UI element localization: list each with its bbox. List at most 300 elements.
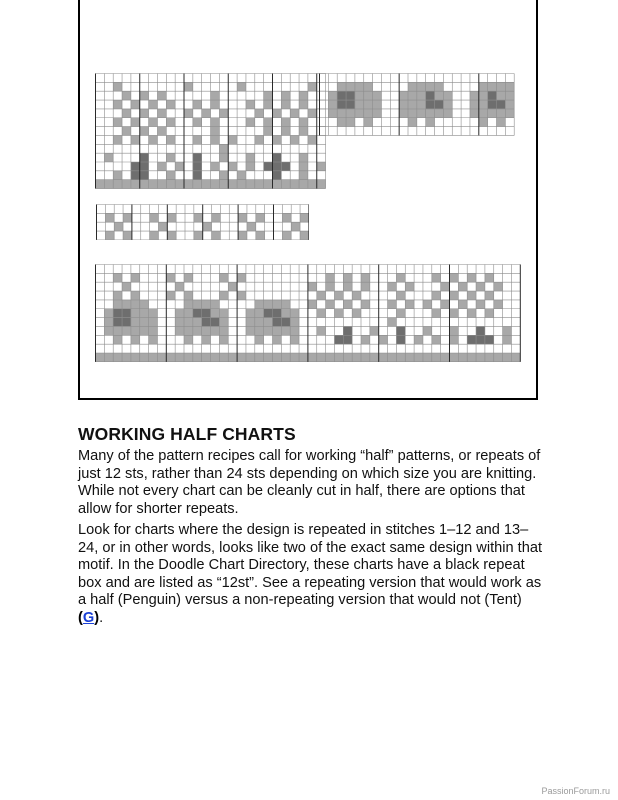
chart-stitch: [175, 162, 184, 171]
chart-stitch: [131, 309, 140, 318]
chart-stitch: [317, 180, 326, 189]
chart-stitch: [166, 118, 175, 127]
chart-stitch: [140, 171, 149, 180]
chart-stitch: [497, 100, 506, 109]
chart-stitch: [435, 82, 444, 91]
chart-stitch: [317, 162, 326, 171]
chart-stitch: [264, 127, 273, 136]
chart-stitch: [373, 91, 382, 100]
chart-stitch: [211, 300, 220, 309]
chart-stitch: [273, 162, 282, 171]
chart-stitch: [113, 309, 122, 318]
chart-stitch: [264, 118, 273, 127]
chart-stitch: [202, 300, 211, 309]
chart-stitch: [255, 180, 264, 189]
chart-stitch: [426, 118, 435, 127]
chart-stitch: [184, 318, 193, 327]
chart-stitch: [212, 231, 221, 240]
chart-stitch: [423, 300, 432, 309]
chart-stitch: [104, 180, 113, 189]
chart-stitch: [202, 335, 211, 344]
chart-stitch: [219, 318, 228, 327]
chart-stitch: [317, 326, 326, 335]
chart-stitch: [166, 291, 175, 300]
chart-stitch: [450, 335, 459, 344]
chart-stitch: [352, 309, 361, 318]
chart-stitch: [113, 291, 122, 300]
chart-stitch: [505, 100, 514, 109]
chart-stitch: [228, 180, 237, 189]
chart-stitch: [131, 318, 140, 327]
chart-stitch: [104, 318, 113, 327]
chart-stitch: [228, 135, 237, 144]
chart-stitch: [237, 82, 246, 91]
chart-stitch: [273, 335, 282, 344]
chart-stitch: [417, 100, 426, 109]
chart-stitch: [219, 180, 228, 189]
chart-stitch: [140, 326, 149, 335]
chart-stitch: [432, 309, 441, 318]
chart-stitch: [361, 353, 370, 362]
chart-stitch: [479, 91, 488, 100]
chart-stitch: [255, 109, 264, 118]
section-heading: WORKING HALF CHARTS: [78, 424, 296, 444]
chart-stitch: [157, 127, 166, 136]
chart-stitch: [511, 353, 520, 362]
chart-stitch: [219, 335, 228, 344]
chart-stitch: [485, 309, 494, 318]
chart-stitch: [237, 180, 246, 189]
chart-stitch: [113, 135, 122, 144]
chart-stitch: [334, 353, 343, 362]
chart-stitch: [408, 91, 417, 100]
chart-stitch: [417, 109, 426, 118]
chart-stitch: [423, 353, 432, 362]
chart-stitch: [184, 291, 193, 300]
chart-stitch: [426, 109, 435, 118]
chart-stitch: [237, 353, 246, 362]
chart-stitch: [334, 335, 343, 344]
chart-stitch: [291, 222, 300, 231]
chart-stitch: [219, 326, 228, 335]
chart-stitch: [131, 171, 140, 180]
chart-stitch: [328, 100, 337, 109]
chart-stitch: [212, 213, 221, 222]
chart-stitch: [426, 100, 435, 109]
chart-stitch: [470, 100, 479, 109]
chart-stitch: [140, 353, 149, 362]
chart-stitch: [317, 353, 326, 362]
chart-stitch: [346, 118, 355, 127]
chart-stitch: [343, 282, 352, 291]
chart-stitch: [346, 91, 355, 100]
chart-stitch: [281, 326, 290, 335]
chart-stitch: [273, 135, 282, 144]
chart-stitch: [281, 180, 290, 189]
chart-stitch: [96, 353, 105, 362]
chart-stitch: [150, 231, 159, 240]
chart-stitch: [113, 118, 122, 127]
chart-stitch: [166, 353, 175, 362]
chart-stitch: [113, 353, 122, 362]
chart-stitch: [96, 180, 105, 189]
paragraph-repeat-charts: [78, 522, 546, 628]
chart-stitch: [450, 353, 459, 362]
chart-stitch: [503, 326, 512, 335]
chart-stitch: [317, 309, 326, 318]
chart-stitch: [343, 335, 352, 344]
chart-stitch: [273, 109, 282, 118]
chart-stitch: [123, 213, 132, 222]
chart-stitch: [264, 162, 273, 171]
chart-stitch: [388, 353, 397, 362]
chart-stitch: [211, 127, 220, 136]
chart-stitch: [396, 273, 405, 282]
chart-stitch: [308, 180, 317, 189]
chart-stitch: [281, 300, 290, 309]
chart-stitch: [273, 180, 282, 189]
chart-stitch: [264, 318, 273, 327]
chart-stitch: [273, 300, 282, 309]
chart-stitch: [281, 353, 290, 362]
chart-stitch: [273, 153, 282, 162]
chart-stitch: [355, 109, 364, 118]
chart-stitch: [150, 213, 159, 222]
chart-stitch: [113, 100, 122, 109]
chart-stitch: [485, 353, 494, 362]
chart-stitch: [337, 91, 346, 100]
chart-stitch: [158, 222, 167, 231]
link-open-paren: (: [78, 609, 83, 626]
chart-stitch: [184, 309, 193, 318]
chart-stitch: [290, 353, 299, 362]
figure-g-link[interactable]: [78, 610, 99, 626]
chart-stitch: [458, 282, 467, 291]
chart-stitch: [408, 109, 417, 118]
chart-stitch: [228, 353, 237, 362]
chart-stitch: [113, 335, 122, 344]
chart-stitch: [193, 162, 202, 171]
chart-stitch: [450, 291, 459, 300]
chart-stitch: [337, 118, 346, 127]
chart-stitch: [184, 300, 193, 309]
chart-stitch: [264, 309, 273, 318]
chart-stitch: [219, 144, 228, 153]
chart-stitch: [273, 326, 282, 335]
chart-stitch: [255, 300, 264, 309]
chart-stitch: [458, 353, 467, 362]
chart-stitch: [396, 291, 405, 300]
chart-stitch: [399, 109, 408, 118]
chart-stitch: [485, 291, 494, 300]
chart-stitch: [364, 118, 373, 127]
chart-stitch: [379, 335, 388, 344]
sheep-motif-chart: [319, 73, 515, 136]
chart-stitch: [123, 231, 132, 240]
chart-stitch: [470, 109, 479, 118]
chart-stitch: [184, 353, 193, 362]
chart-stitch: [373, 109, 382, 118]
chart-stitch: [364, 82, 373, 91]
chart-stitch: [299, 118, 308, 127]
chart-stitch: [104, 353, 113, 362]
chart-stitch: [122, 180, 131, 189]
chart-stitch: [441, 353, 450, 362]
chart-stitch: [211, 91, 220, 100]
chart-stitch: [405, 353, 414, 362]
chart-stitch: [264, 326, 273, 335]
chart-stitch: [264, 91, 273, 100]
chart-stitch: [131, 162, 140, 171]
chart-stitch: [175, 326, 184, 335]
chart-stitch: [113, 171, 122, 180]
chart-stitch: [450, 326, 459, 335]
chart-stitch: [361, 273, 370, 282]
paragraph-end-period: .: [99, 609, 104, 626]
chart-stitch: [317, 291, 326, 300]
chart-stitch: [211, 118, 220, 127]
chart-stitch: [308, 282, 317, 291]
chart-stitch: [149, 180, 158, 189]
chart-stitch: [140, 127, 149, 136]
chart-stitch: [211, 326, 220, 335]
chart-stitch: [149, 353, 158, 362]
chart-stitch: [343, 326, 352, 335]
chart-stitch: [166, 171, 175, 180]
chart-stitch: [175, 282, 184, 291]
chart-stitch: [476, 282, 485, 291]
chart-stitch: [503, 353, 512, 362]
chart-stitch: [308, 82, 317, 91]
chart-stitch: [211, 180, 220, 189]
chart-stitch: [273, 318, 282, 327]
chart-stitch: [122, 326, 131, 335]
chart-stitch: [149, 335, 158, 344]
chart-stitch: [202, 353, 211, 362]
chart-stitch: [140, 318, 149, 327]
chart-stitch: [505, 82, 514, 91]
chart-stitch: [476, 353, 485, 362]
chart-stitch: [140, 309, 149, 318]
chart-stitch: [131, 353, 140, 362]
chart-stitch: [273, 353, 282, 362]
chart-stitch: [246, 309, 255, 318]
chart-stitch: [255, 335, 264, 344]
chart-stitch: [194, 213, 203, 222]
chart-stitch: [255, 318, 264, 327]
chart-stitch: [157, 353, 166, 362]
chart-stitch: [255, 309, 264, 318]
chart-stitch: [149, 326, 158, 335]
chart-stitch: [140, 180, 149, 189]
chart-stitch: [346, 100, 355, 109]
chart-stitch: [364, 91, 373, 100]
chart-stitch: [300, 213, 309, 222]
chart-stitch: [458, 300, 467, 309]
chart-stitch: [247, 222, 256, 231]
chart-stitch: [479, 118, 488, 127]
chart-stitch: [246, 353, 255, 362]
chart-stitch: [203, 222, 212, 231]
chart-stitch: [334, 291, 343, 300]
chart-stitch: [414, 335, 423, 344]
chart-stitch: [104, 309, 113, 318]
chart-stitch: [396, 309, 405, 318]
chart-stitch: [494, 353, 503, 362]
chart-stitch: [361, 335, 370, 344]
chart-stitch: [388, 318, 397, 327]
chart-stitch: [476, 326, 485, 335]
chart-stitch: [281, 118, 290, 127]
chart-stitch: [432, 353, 441, 362]
chart-stitch: [308, 353, 317, 362]
chart-stitch: [308, 135, 317, 144]
chart-stitch: [149, 318, 158, 327]
chart-stitch: [140, 300, 149, 309]
chart-stitch: [211, 162, 220, 171]
chart-stitch: [157, 162, 166, 171]
chart-stitch: [479, 100, 488, 109]
chart-stitch: [264, 180, 273, 189]
chart-stitch: [193, 353, 202, 362]
chart-stitch: [290, 135, 299, 144]
chart-stitch: [131, 335, 140, 344]
chart-stitch: [193, 309, 202, 318]
chart-stitch: [343, 300, 352, 309]
chart-stitch: [485, 335, 494, 344]
chart-stitch: [290, 109, 299, 118]
chart-stitch: [219, 353, 228, 362]
chart-stitch: [184, 180, 193, 189]
chart-stitch: [346, 82, 355, 91]
chart-stitch: [202, 109, 211, 118]
link-close-paren: ): [94, 609, 100, 626]
chart-stitch: [157, 91, 166, 100]
chart-stitch: [494, 300, 503, 309]
chart-stitch: [131, 180, 140, 189]
chart-stitch: [122, 353, 131, 362]
chart-stitch: [113, 326, 122, 335]
chart-stitch: [299, 162, 308, 171]
chart-stitch: [122, 300, 131, 309]
chart-stitch: [255, 326, 264, 335]
chart-stitch: [281, 100, 290, 109]
chart-stitch: [122, 91, 131, 100]
chart-stitch: [334, 309, 343, 318]
chart-stitch: [470, 91, 479, 100]
chart-stitch: [246, 326, 255, 335]
chart-stitch: [326, 300, 335, 309]
chart-stitch: [308, 300, 317, 309]
chart-stitch: [435, 109, 444, 118]
chart-stitch: [184, 326, 193, 335]
chart-stitch: [219, 309, 228, 318]
chart-stitch: [396, 326, 405, 335]
chart-stitch: [441, 300, 450, 309]
chart-stitch: [104, 153, 113, 162]
chart-stitch: [104, 326, 113, 335]
chart-stitch: [264, 353, 273, 362]
chart-stitch: [149, 135, 158, 144]
chart-stitch: [140, 109, 149, 118]
chart-stitch: [131, 291, 140, 300]
chart-stitch: [193, 118, 202, 127]
chart-stitch: [237, 273, 246, 282]
chart-stitch: [396, 353, 405, 362]
chart-stitch: [300, 231, 309, 240]
chart-stitch: [211, 135, 220, 144]
chart-stitch: [432, 335, 441, 344]
chart-stitch: [131, 100, 140, 109]
chart-stitch: [326, 353, 335, 362]
paragraph-half-patterns: Many of the pattern recipes call for working “half” patterns, or repeats of just 12 sts, rather than 24 sts depending on which size you are knitting. While not every chart can be cleanly cut in half, there are options that allow for shorter repeats.: [78, 448, 541, 517]
chart-stitch: [184, 82, 193, 91]
chart-stitch: [328, 109, 337, 118]
chart-stitch: [122, 127, 131, 136]
chart-stitch: [488, 109, 497, 118]
chart-stitch: [228, 162, 237, 171]
chart-stitch: [202, 309, 211, 318]
chart-stitch: [219, 273, 228, 282]
chart-stitch: [166, 180, 175, 189]
chart-stitch: [299, 153, 308, 162]
chart-stitch: [290, 180, 299, 189]
chart-stitch: [184, 335, 193, 344]
tree-motif-chart: [95, 73, 326, 189]
chart-stitch: [140, 162, 149, 171]
chart-stitch: [281, 127, 290, 136]
chart-stitch: [113, 300, 122, 309]
chart-stitch: [503, 335, 512, 344]
chart-stitch: [426, 91, 435, 100]
chart-stitch: [131, 300, 140, 309]
chart-stitch: [256, 213, 265, 222]
link-letter: G: [82, 609, 95, 626]
chart-stitch: [417, 91, 426, 100]
chart-stitch: [166, 135, 175, 144]
chart-stitch: [290, 309, 299, 318]
chart-stitch: [328, 91, 337, 100]
chart-stitch: [131, 135, 140, 144]
chart-stitch: [299, 171, 308, 180]
chart-stitch: [131, 326, 140, 335]
chart-stitch: [282, 213, 291, 222]
chart-stitch: [149, 309, 158, 318]
chart-stitch: [211, 318, 220, 327]
chart-stitch: [417, 82, 426, 91]
chart-stitch: [476, 300, 485, 309]
chart-stitch: [364, 109, 373, 118]
chart-stitch: [237, 171, 246, 180]
chart-stitch: [140, 153, 149, 162]
chart-stitch: [246, 180, 255, 189]
chart-stitch: [167, 213, 176, 222]
chart-stitch: [408, 100, 417, 109]
chart-stitch: [352, 353, 361, 362]
chart-stitch: [399, 91, 408, 100]
chart-stitch: [219, 153, 228, 162]
chart-stitch: [488, 100, 497, 109]
chart-stitch: [361, 300, 370, 309]
chart-stitch: [246, 318, 255, 327]
chart-stitch: [435, 100, 444, 109]
chart-stitch: [211, 309, 220, 318]
chart-stitch: [450, 273, 459, 282]
chart-stitch: [505, 91, 514, 100]
chart-stitch: [114, 222, 123, 231]
chart-stitch: [237, 291, 246, 300]
chart-stitch: [282, 231, 291, 240]
